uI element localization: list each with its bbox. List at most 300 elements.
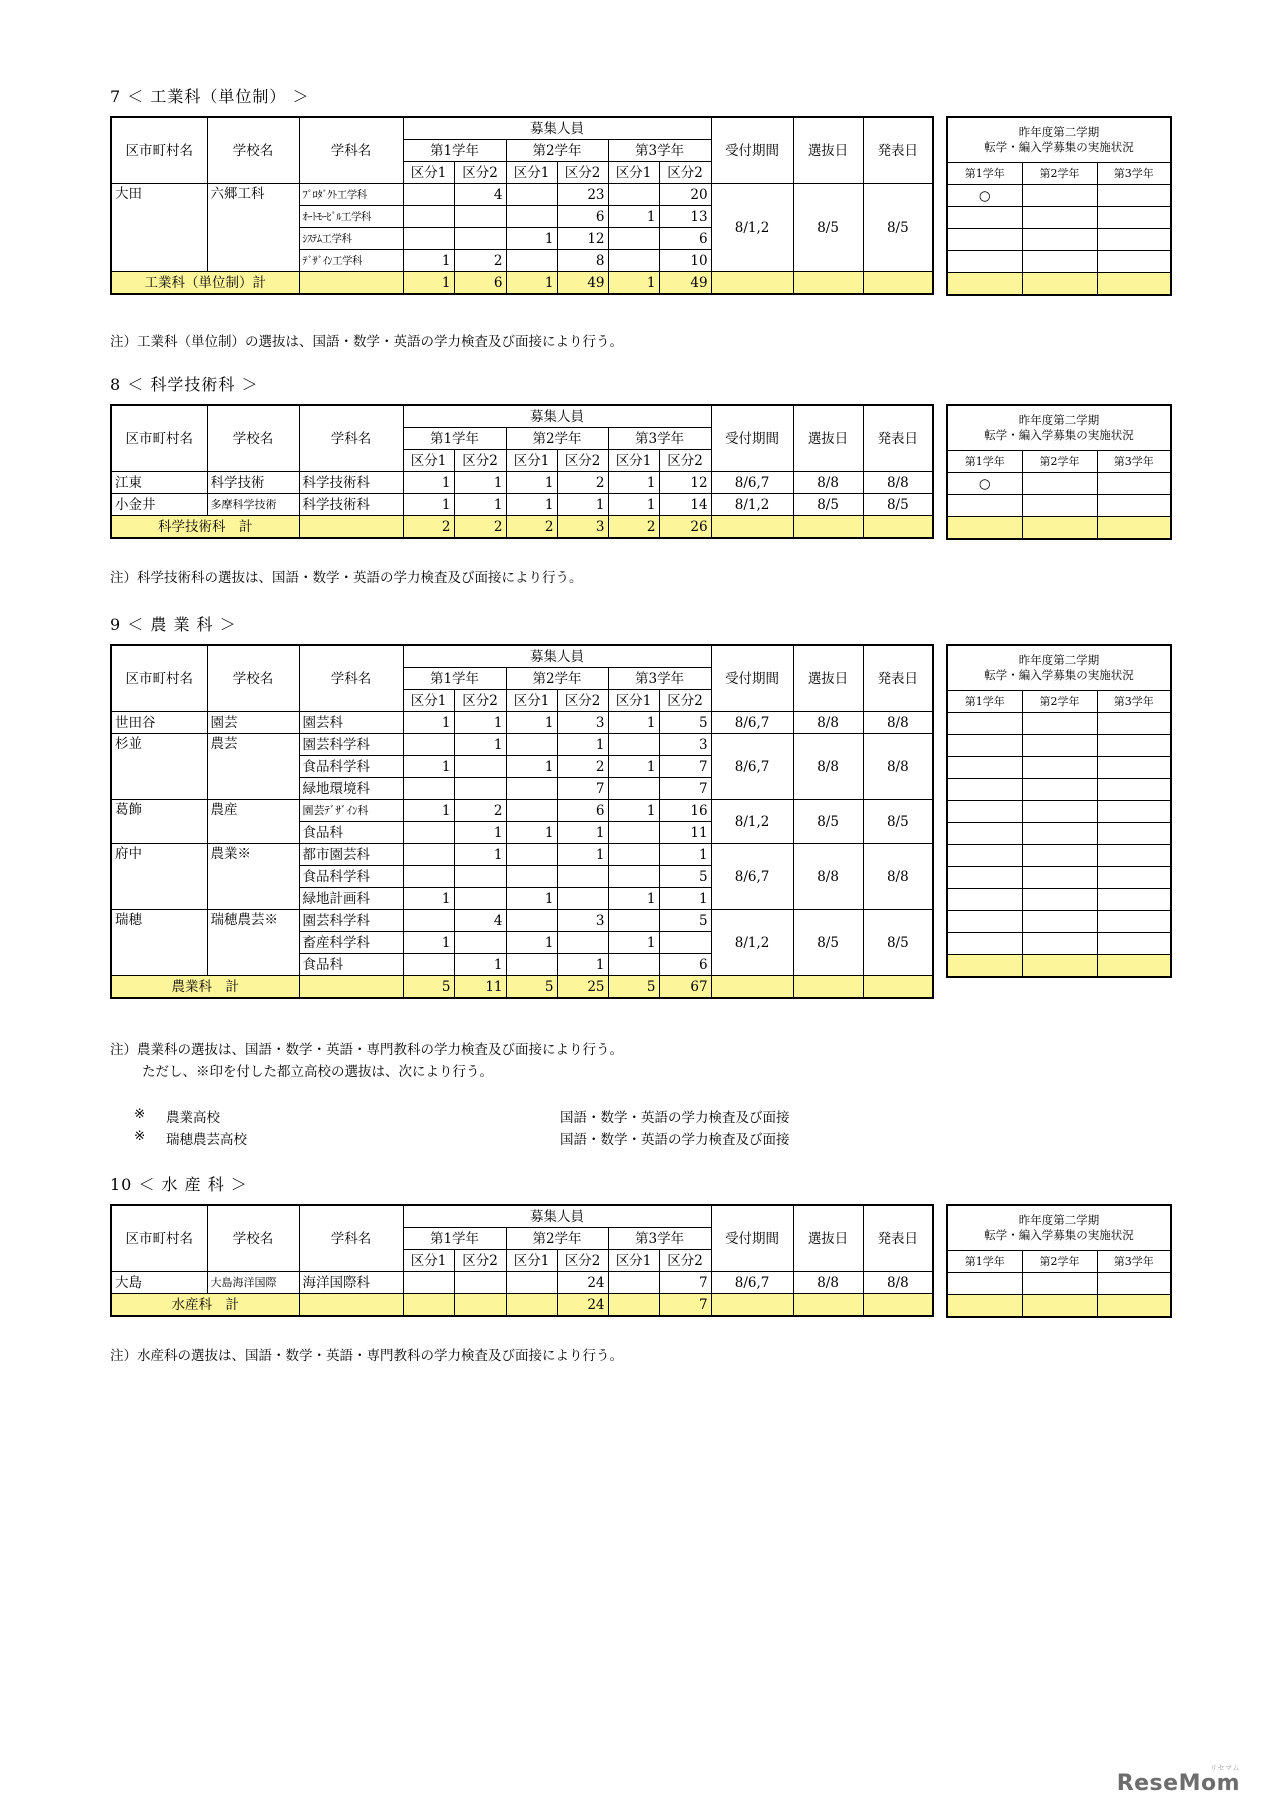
value-cell: 23 <box>557 184 608 206</box>
header-selection: 選抜日 <box>793 117 863 184</box>
school-cell: 農業※ <box>207 844 299 910</box>
value-cell: 1 <box>454 954 506 976</box>
header-selection: 選抜日 <box>793 405 863 472</box>
district-cell: 世田谷 <box>111 712 207 734</box>
total-cell: 5 <box>608 976 659 999</box>
header-recruit: 募集人員 <box>403 117 711 140</box>
total-cell: 3 <box>557 516 608 539</box>
section-title: 8 ＜ 科学技術科 ＞ <box>110 375 259 394</box>
side-title <box>947 1205 1171 1251</box>
value-cell <box>608 954 659 976</box>
recruit-table <box>110 644 934 999</box>
header-recruit: 募集人員 <box>403 405 711 428</box>
value-cell: 1 <box>506 932 557 954</box>
announce-cell: 8/5 <box>863 800 933 844</box>
announce-cell: 8/8 <box>863 844 933 910</box>
selection-cell: 8/8 <box>793 734 863 800</box>
empty-cell <box>1097 229 1171 251</box>
value-cell <box>403 954 454 976</box>
empty-cell <box>947 251 1022 273</box>
side-year3: 第3学年 <box>1097 691 1171 713</box>
school-cell: 六郷工科 <box>207 184 299 272</box>
value-cell <box>506 866 557 888</box>
circle-mark: ○ <box>947 473 1022 495</box>
value-cell: 3 <box>557 910 608 932</box>
value-cell: 1 <box>454 472 506 494</box>
empty-cell <box>947 229 1022 251</box>
total-cell: 49 <box>659 272 711 295</box>
reception-cell: 8/1,2 <box>711 184 793 272</box>
value-cell: 1 <box>608 800 659 822</box>
empty-cell <box>1097 185 1171 207</box>
header-year1: 第1学年 <box>403 428 506 450</box>
header-year1: 第1学年 <box>403 668 506 690</box>
empty-cell <box>1022 1273 1097 1295</box>
header-kubun1: 区分1 <box>608 1250 659 1272</box>
district-cell: 葛飾 <box>111 800 207 844</box>
announce-cell: 8/5 <box>863 494 933 516</box>
dept-cell: 食品科 <box>299 954 403 976</box>
school-cell: 大島海洋国際 <box>207 1272 299 1294</box>
table-row <box>111 184 933 206</box>
total-cell <box>454 1294 506 1317</box>
value-cell: 24 <box>557 1272 608 1294</box>
empty-cell <box>1097 933 1171 955</box>
value-cell: 1 <box>557 844 608 866</box>
header-kubun1: 区分1 <box>506 1250 557 1272</box>
empty-cell <box>947 823 1022 845</box>
dept-cell: ﾃﾞｻﾞｲﾝ工学科 <box>299 250 403 272</box>
value-cell: 1 <box>403 888 454 910</box>
value-cell: 1 <box>506 756 557 778</box>
value-cell <box>403 910 454 932</box>
empty-cell <box>1022 823 1097 845</box>
total-row <box>111 976 933 999</box>
header-announce: 発表日 <box>863 117 933 184</box>
value-cell <box>454 888 506 910</box>
header-kubun1: 区分1 <box>403 690 454 712</box>
value-cell <box>506 1272 557 1294</box>
header-kubun1: 区分1 <box>506 690 557 712</box>
value-cell: 5 <box>659 712 711 734</box>
header-dept: 学科名 <box>299 405 403 472</box>
empty-cell <box>947 867 1022 889</box>
value-cell: 1 <box>403 932 454 954</box>
empty-cell <box>1097 517 1171 540</box>
empty-cell <box>947 757 1022 779</box>
empty-cell <box>1097 473 1171 495</box>
empty-cell <box>1022 495 1097 517</box>
value-cell: 5 <box>659 866 711 888</box>
total-cell: 5 <box>403 976 454 999</box>
header-kubun2: 区分2 <box>454 162 506 184</box>
empty-cell <box>1022 1295 1097 1318</box>
empty-cell <box>947 955 1022 978</box>
value-cell: 1 <box>659 888 711 910</box>
header-kubun2: 区分2 <box>557 162 608 184</box>
header-kubun1: 区分1 <box>506 450 557 472</box>
empty-cell <box>711 272 793 295</box>
value-cell: 7 <box>557 778 608 800</box>
empty-cell <box>299 976 403 999</box>
total-cell: 49 <box>557 272 608 295</box>
empty-cell <box>863 272 933 295</box>
value-cell: 1 <box>454 822 506 844</box>
total-cell: 2 <box>454 516 506 539</box>
value-cell <box>557 888 608 910</box>
table-row <box>111 494 933 516</box>
value-cell: 1 <box>506 494 557 516</box>
side-title <box>947 645 1171 691</box>
value-cell: 8 <box>557 250 608 272</box>
special-method: 国語・数学・英語の学力検査及び面接 <box>560 1110 790 1126</box>
header-selection: 選抜日 <box>793 1205 863 1272</box>
header-kubun2: 区分2 <box>454 450 506 472</box>
value-cell <box>506 844 557 866</box>
reception-cell: 8/6,7 <box>711 844 793 910</box>
empty-cell <box>1022 251 1097 273</box>
side-title-line1: 昨年度第二学期 <box>1018 413 1100 427</box>
header-year3: 第3学年 <box>608 1228 711 1250</box>
value-cell: 1 <box>608 494 659 516</box>
value-cell: 1 <box>403 472 454 494</box>
district-cell: 大田 <box>111 184 207 272</box>
district-cell: 大島 <box>111 1272 207 1294</box>
total-cell: 2 <box>403 516 454 539</box>
value-cell: 12 <box>659 472 711 494</box>
total-row <box>111 1294 933 1317</box>
announce-cell: 8/8 <box>863 1272 933 1294</box>
value-cell <box>608 184 659 206</box>
header-selection: 選抜日 <box>793 645 863 712</box>
selection-cell: 8/8 <box>793 1272 863 1294</box>
empty-cell <box>793 976 863 999</box>
empty-cell <box>1097 823 1171 845</box>
value-cell: 1 <box>608 932 659 954</box>
header-announce: 発表日 <box>863 405 933 472</box>
empty-cell <box>711 1294 793 1317</box>
value-cell: 1 <box>659 844 711 866</box>
empty-cell <box>863 516 933 539</box>
value-cell <box>454 778 506 800</box>
empty-cell <box>299 1294 403 1317</box>
empty-cell <box>1097 889 1171 911</box>
circle-mark: ○ <box>947 185 1022 207</box>
empty-cell <box>947 845 1022 867</box>
value-cell: 2 <box>557 756 608 778</box>
header-district: 区市町村名 <box>111 645 207 712</box>
value-cell <box>506 184 557 206</box>
side-year2: 第2学年 <box>1022 691 1097 713</box>
empty-cell <box>1097 845 1171 867</box>
total-row <box>111 516 933 539</box>
value-cell: 1 <box>403 712 454 734</box>
reception-cell: 8/6,7 <box>711 712 793 734</box>
header-year2: 第2学年 <box>506 668 608 690</box>
dept-cell: 園芸科学科 <box>299 734 403 756</box>
section-note: 注）農業科の選抜は、国語・数学・英語・専門教科の学力検査及び面接により行う。 <box>110 1042 623 1058</box>
reception-cell: 8/1,2 <box>711 494 793 516</box>
resemom-logo <box>1116 1764 1240 1796</box>
value-cell <box>403 206 454 228</box>
value-cell <box>403 734 454 756</box>
value-cell: 4 <box>454 184 506 206</box>
empty-cell <box>1097 251 1171 273</box>
header-school: 学校名 <box>207 117 299 184</box>
header-kubun2: 区分2 <box>557 690 608 712</box>
header-announce: 発表日 <box>863 1205 933 1272</box>
empty-cell <box>1022 757 1097 779</box>
empty-cell <box>711 976 793 999</box>
table-row <box>111 1272 933 1294</box>
school-cell: 多摩科学技術 <box>207 494 299 516</box>
empty-cell <box>947 933 1022 955</box>
announce-cell: 8/8 <box>863 472 933 494</box>
recruit-table <box>110 404 934 539</box>
selection-cell: 8/5 <box>793 800 863 844</box>
dept-cell: 食品科学科 <box>299 756 403 778</box>
school-cell: 瑞穂農芸※ <box>207 910 299 976</box>
empty-cell <box>947 735 1022 757</box>
value-cell: 1 <box>403 250 454 272</box>
announce-cell: 8/8 <box>863 734 933 800</box>
value-cell <box>506 250 557 272</box>
value-cell <box>454 206 506 228</box>
value-cell <box>659 932 711 954</box>
side-year1: 第1学年 <box>947 1251 1022 1273</box>
dept-cell: 緑地環境科 <box>299 778 403 800</box>
value-cell: 7 <box>659 778 711 800</box>
header-school: 学校名 <box>207 645 299 712</box>
section-note: 注）工業科（単位制）の選抜は、国語・数学・英語の学力検査及び面接により行う。 <box>110 334 623 350</box>
value-cell: 1 <box>506 228 557 250</box>
value-cell: 7 <box>659 1272 711 1294</box>
table-row <box>111 472 933 494</box>
total-label: 水産科 計 <box>111 1294 299 1317</box>
selection-cell: 8/8 <box>793 472 863 494</box>
value-cell <box>608 844 659 866</box>
value-cell: 3 <box>659 734 711 756</box>
value-cell: 1 <box>608 712 659 734</box>
school-cell: 農芸 <box>207 734 299 800</box>
selection-cell: 8/5 <box>793 910 863 976</box>
empty-cell <box>1022 273 1097 296</box>
value-cell <box>506 910 557 932</box>
value-cell <box>608 250 659 272</box>
value-cell: 2 <box>454 250 506 272</box>
dept-cell: 園芸科 <box>299 712 403 734</box>
total-row <box>111 272 933 295</box>
empty-cell <box>947 1295 1022 1318</box>
total-label: 工業科（単位制）計 <box>111 272 299 295</box>
previous-year-table <box>946 404 1172 540</box>
header-year3: 第3学年 <box>608 428 711 450</box>
section-8 <box>110 372 1170 586</box>
total-cell: 25 <box>557 976 608 999</box>
side-year1: 第1学年 <box>947 163 1022 185</box>
value-cell <box>403 866 454 888</box>
header-district: 区市町村名 <box>111 1205 207 1272</box>
side-title-line1: 昨年度第二学期 <box>1018 1213 1100 1227</box>
value-cell: 4 <box>454 910 506 932</box>
dept-cell: ｼｽﾃﾑ工学科 <box>299 228 403 250</box>
value-cell: 1 <box>403 494 454 516</box>
table-row <box>111 712 933 734</box>
empty-cell <box>1097 273 1171 296</box>
value-cell: 3 <box>557 712 608 734</box>
reception-cell: 8/6,7 <box>711 734 793 800</box>
value-cell: 1 <box>506 472 557 494</box>
value-cell: 1 <box>403 756 454 778</box>
side-title-line2: 転学・編入学募集の実施状況 <box>984 140 1134 154</box>
header-year3: 第3学年 <box>608 668 711 690</box>
value-cell <box>506 800 557 822</box>
value-cell <box>403 1272 454 1294</box>
dept-cell: 食品科学科 <box>299 866 403 888</box>
logo-kana: リセマム <box>1210 1764 1240 1772</box>
section-note: 注）科学技術科の選抜は、国語・数学・英語の学力検査及び面接により行う。 <box>110 570 583 586</box>
empty-cell <box>299 272 403 295</box>
empty-cell <box>1022 713 1097 735</box>
dept-cell: 海洋国際科 <box>299 1272 403 1294</box>
value-cell: 2 <box>557 472 608 494</box>
value-cell: 10 <box>659 250 711 272</box>
empty-cell <box>947 889 1022 911</box>
empty-cell <box>1022 779 1097 801</box>
table-row <box>111 800 933 822</box>
table-row <box>111 910 933 932</box>
empty-cell <box>947 1273 1022 1295</box>
header-year1: 第1学年 <box>403 1228 506 1250</box>
side-title <box>947 405 1171 451</box>
header-district: 区市町村名 <box>111 405 207 472</box>
empty-cell <box>1097 735 1171 757</box>
previous-year-table <box>946 116 1172 296</box>
side-title-line2: 転学・編入学募集の実施状況 <box>984 428 1134 442</box>
value-cell: 1 <box>454 712 506 734</box>
empty-cell <box>1097 1273 1171 1295</box>
value-cell: 1 <box>608 756 659 778</box>
section-title: 9 ＜ 農 業 科 ＞ <box>110 615 237 634</box>
total-cell: 7 <box>659 1294 711 1317</box>
value-cell <box>608 866 659 888</box>
announce-cell: 8/5 <box>863 910 933 976</box>
empty-cell <box>947 911 1022 933</box>
section-note-sub: ただし、※印を付した都立高校の選抜は、次により行う。 <box>142 1064 493 1080</box>
school-cell: 農産 <box>207 800 299 844</box>
special-mark: ※ <box>134 1128 146 1144</box>
side-title <box>947 117 1171 163</box>
value-cell <box>454 228 506 250</box>
value-cell: 6 <box>557 800 608 822</box>
empty-cell <box>1022 207 1097 229</box>
special-school: 瑞穂農芸高校 <box>166 1132 247 1148</box>
side-title-line2: 転学・編入学募集の実施状況 <box>984 668 1134 682</box>
header-year2: 第2学年 <box>506 1228 608 1250</box>
value-cell <box>454 866 506 888</box>
value-cell: 1 <box>454 734 506 756</box>
total-cell: 24 <box>557 1294 608 1317</box>
value-cell: 11 <box>659 822 711 844</box>
header-reception: 受付期間 <box>711 117 793 184</box>
value-cell <box>608 910 659 932</box>
empty-cell <box>1022 473 1097 495</box>
section-note: 注）水産科の選抜は、国語・数学・英語・専門教科の学力検査及び面接により行う。 <box>110 1348 623 1364</box>
section-10 <box>110 1172 1170 1364</box>
value-cell: 6 <box>659 954 711 976</box>
side-year1: 第1学年 <box>947 691 1022 713</box>
special-method: 国語・数学・英語の学力検査及び面接 <box>560 1132 790 1148</box>
school-cell: 科学技術 <box>207 472 299 494</box>
header-reception: 受付期間 <box>711 645 793 712</box>
total-cell: 1 <box>403 272 454 295</box>
selection-cell: 8/5 <box>793 184 863 272</box>
value-cell: 1 <box>557 822 608 844</box>
value-cell: 1 <box>454 494 506 516</box>
recruit-table <box>110 1204 934 1317</box>
value-cell: 1 <box>557 734 608 756</box>
value-cell: 1 <box>506 712 557 734</box>
empty-cell <box>299 516 403 539</box>
side-year3: 第3学年 <box>1097 163 1171 185</box>
empty-cell <box>1097 955 1171 978</box>
empty-cell <box>863 1294 933 1317</box>
dept-cell: 都市園芸科 <box>299 844 403 866</box>
value-cell: 13 <box>659 206 711 228</box>
section-7 <box>110 84 1170 350</box>
value-cell <box>608 734 659 756</box>
total-cell: 1 <box>608 272 659 295</box>
header-year2: 第2学年 <box>506 140 608 162</box>
side-year3: 第3学年 <box>1097 1251 1171 1273</box>
header-kubun2: 区分2 <box>557 1250 608 1272</box>
district-cell: 小金井 <box>111 494 207 516</box>
total-cell: 26 <box>659 516 711 539</box>
value-cell: 1 <box>608 472 659 494</box>
empty-cell <box>947 779 1022 801</box>
total-cell: 11 <box>454 976 506 999</box>
empty-cell <box>793 516 863 539</box>
circle-mark <box>947 495 1022 517</box>
empty-cell <box>1022 911 1097 933</box>
dept-cell: 園芸科学科 <box>299 910 403 932</box>
dept-cell: 科学技術科 <box>299 472 403 494</box>
announce-cell: 8/5 <box>863 184 933 272</box>
value-cell <box>454 1272 506 1294</box>
value-cell <box>557 932 608 954</box>
announce-cell: 8/8 <box>863 712 933 734</box>
previous-year-table <box>946 644 1172 978</box>
empty-cell <box>1022 955 1097 978</box>
value-cell <box>403 228 454 250</box>
value-cell: 2 <box>454 800 506 822</box>
header-kubun1: 区分1 <box>403 1250 454 1272</box>
empty-cell <box>947 713 1022 735</box>
total-cell <box>403 1294 454 1317</box>
empty-cell <box>947 273 1022 296</box>
district-cell: 江東 <box>111 472 207 494</box>
reception-cell: 8/6,7 <box>711 472 793 494</box>
empty-cell <box>1097 713 1171 735</box>
dept-cell: 科学技術科 <box>299 494 403 516</box>
empty-cell <box>947 517 1022 540</box>
total-label: 農業科 計 <box>111 976 299 999</box>
side-year2: 第2学年 <box>1022 1251 1097 1273</box>
header-reception: 受付期間 <box>711 405 793 472</box>
header-kubun2: 区分2 <box>659 1250 711 1272</box>
value-cell: 14 <box>659 494 711 516</box>
value-cell <box>506 954 557 976</box>
